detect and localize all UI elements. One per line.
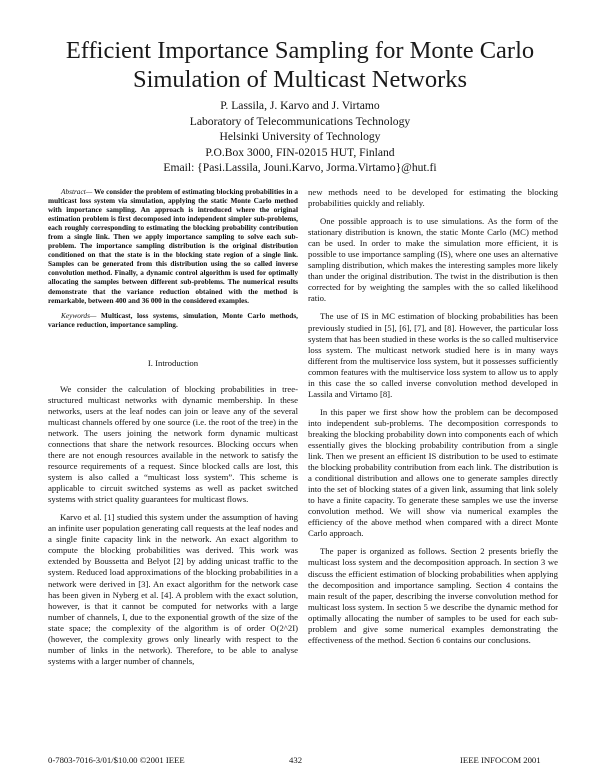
right-column	[308, 187, 558, 653]
affiliation-lab: Laboratory of Telecommunications Technology	[189, 114, 411, 128]
left-column	[48, 187, 298, 674]
author-block	[40, 98, 560, 176]
right-paragraph-1: One possible approach is to use simulations. As the form of the stationary distribution is known, the static Monte Carlo (MC) method can be used. In order to make the simulation more efficient, it is possible to use importance sampling (IS), where one uses an alternative sampling distribution, which makes the interesting samples more likely than under the original distribution. The twist in the distribution is then corrected for by weighting the samples with the so called likelihood ratio.	[308, 216, 558, 304]
section-heading-introduction: I. Introduction	[147, 357, 199, 368]
abstract	[48, 187, 298, 305]
postal-address: P.O.Box 3000, FIN-02015 HUT, Finland	[205, 145, 395, 159]
abstract-text: We consider the problem of estimating blocking probabilities in a multicast loss system via simulation, applying the static Monte Carlo method with importance sampling. An approach is introduced where the original estimation problem is first decomposed into independent simpler sub-problems, each roughly corresponding to estimating the blocking probability contribution from a single link. Then we apply importance sampling to solve each sub-problem. The importance sampling distribution is the original distribution conditioned on that the state is in the blocking state region of a single link. Samples can be generated from this distribution using the so called inverse convolution method. Finally, a dynamic control algorithm is used for optimally allocating the samples between different sub-problems. The numerical results demonstrate that the variance reduction obtained with the method is remarkable, between 400 and 36 000 in the considered examples.	[48, 187, 298, 305]
paper-title	[40, 36, 560, 94]
footer-venue: IEEE INFOCOM 2001	[460, 755, 541, 765]
title-line-2: Simulation of Multicast Networks	[132, 66, 468, 93]
footer-page-number: 432	[289, 755, 303, 765]
keywords-text: Multicast, loss systems, simulation, Monte Carlo methods, variance reduction, importance sampling.	[48, 310, 298, 329]
affiliation-university: Helsinki University of Technology	[219, 130, 381, 143]
intro-paragraph-1: We consider the calculation of blocking probabilities in tree-structured multicast networks with dynamic membership. In these networks, users at the leaf nodes can join or leave any of the several multicast channels offered by one source (i.e. the root of the tree) in the network. The users joining the network form dynamic multicast connections that share the network resources. Blocking occurs when there are not enough resources available in the network to satisfy the resource requirements of a request. Since blocked calls are lost, this system is also called a “multicast loss system”. This scheme is applicable to circuit switched systems as well as packet switched systems with strict quality guarantees for multicast flows.	[48, 383, 298, 505]
abstract-label: Abstract—	[61, 187, 93, 196]
right-paragraph-0: new methods need to be developed for estimating the blocking probabilities quickly and reliably.	[308, 187, 558, 209]
footer-isbn: 0-7803-7016-3/01/$10.00 ©2001 IEEE	[48, 755, 185, 765]
keywords-label: Keywords—	[61, 310, 97, 320]
right-paragraph-4: The paper is organized as follows. Section 2 presents briefly the multicast loss system and the decomposition approach. In section 3 we discuss the efficient estimation of blocking probabilities when applying the decomposition and importance sampling. Section 4 contains the main result of the paper, describing the inverse convolution method for multicast loss system. In section 5 we describe the dynamic method for optimally allocating the number of samples to be used for each sub-problem and give some numerical examples demonstrating the effectiveness of the method. Section 6 contains our conclusions.	[308, 546, 558, 645]
email-line: Email: {Pasi.Lassila, Jouni.Karvo, Jorma.Virtamo}@hut.fi	[163, 161, 437, 174]
authors: P. Lassila, J. Karvo and J. Virtamo	[220, 99, 380, 112]
right-paragraph-3: In this paper we first show how the problem can be decomposed into independent sub-problems. The decomposition corresponds to breaking the blocking probability down into components each of which essentially gives the blocking probability contribution from a single link. Then we present an efficient IS distribution to be used to estimate the blocking probability contribution from each link. The distribution is a conditional distribution and allows one to generate samples directly into the set of blocking states of a given link, assuming that link solely to have a finite capacity. To generate these samples we use the inverse convolution method. We will show via numerical examples the efficiency of the above method when compared with a direct Monte Carlo approach.	[308, 406, 558, 539]
right-paragraph-2: The use of IS in MC estimation of blocking probabilities has been previously studied in [5], [6], [7], and [8]. However, the particular loss system that has been studied in these works is the so called multiservice loss system. The multicast network studied here is in many ways different from the multiservice loss system, but it possesses sufficiently common features with the multiservice loss system to allow us to apply in this case the so called inverse convolution method developed in Lassila and Virtamo [8].	[308, 311, 558, 399]
intro-paragraph-2: Karvo et al. [1] studied this system under the assumption of having an infinite user population generating call requests at the leaf nodes and a single finite capacity link in the network. An exact algorithm to compute the blocking probabilities was derived. This work was extended by Boussetta and Belyot [2] by adding unicast traffic to the system. Reduced load approximations of the blocking probabilities in a network were derived in [3]. An exact algorithm for the network case has been given in Nyberg et al. [4]. A problem with the exact solution, however, is that it cannot be computed for networks with a large number of channels, I, due to the exponential growth of the size of the state space; the complexity of the algorithm is of order O(2^2I) (however, the complexity grows only linearly with respect to the number of links in the network). Therefore, to be able to analyse systems with a larger number of channels,	[48, 512, 298, 666]
title-line-1: Efficient Importance Sampling for Monte Carlo	[65, 37, 535, 64]
keywords	[48, 311, 298, 329]
